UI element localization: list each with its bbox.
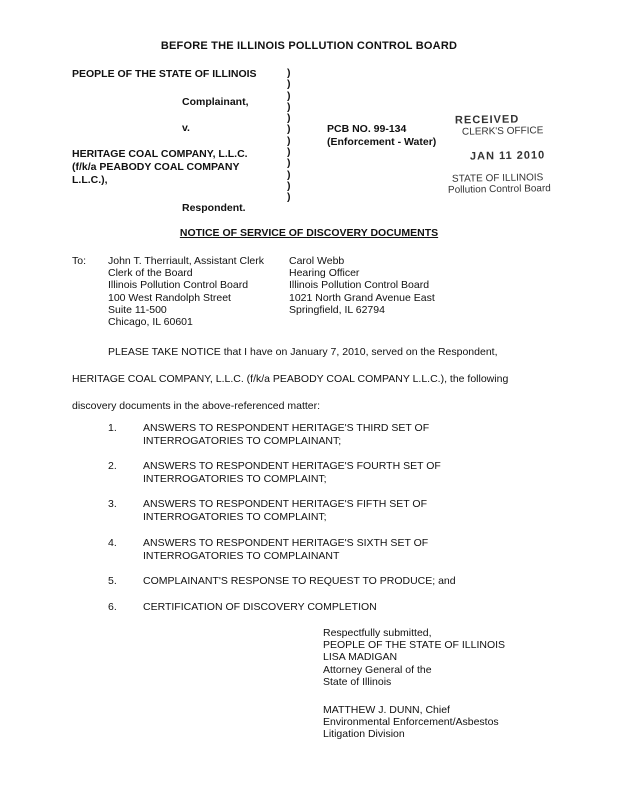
item-number: 3. bbox=[108, 498, 117, 510]
item-line: ANSWERS TO RESPONDENT HERITAGE'S FIFTH SET OF bbox=[143, 498, 427, 510]
complainant-role: Complainant, bbox=[182, 96, 249, 108]
division-name: Environmental Enforcement/Asbestos bbox=[323, 716, 499, 729]
body-line-2: HERITAGE COAL COMPANY, L.L.C. (f/k/a PEABODY COAL COMPANY L.L.C.), the following bbox=[72, 373, 509, 385]
caption-parentheses: ) ) ) ) ) ) ) ) ) ) ) ) bbox=[287, 67, 291, 204]
item-number: 5. bbox=[108, 575, 117, 587]
recipient-city: Springfield, IL 62794 bbox=[289, 303, 385, 316]
item-line: INTERROGATORIES TO COMPLAINT; bbox=[143, 510, 327, 523]
recipient-org: Illinois Pollution Control Board bbox=[289, 279, 430, 292]
item-line: CERTIFICATION OF DISCOVERY COMPLETION bbox=[143, 601, 377, 613]
attorney-general-title: State of Illinois bbox=[323, 675, 392, 688]
chief-name: MATTHEW J. DUNN, Chief bbox=[323, 704, 450, 717]
stamp-board: Pollution Control Board bbox=[447, 183, 551, 196]
recipient-street: 1021 North Grand Avenue East bbox=[289, 291, 435, 304]
recipient-title: Hearing Officer bbox=[289, 267, 360, 280]
list-item bbox=[143, 575, 456, 588]
list-item bbox=[143, 498, 427, 523]
body-line-1: PLEASE TAKE NOTICE that I have on January 7, 2010, served on the Respondent, bbox=[108, 346, 498, 358]
case-type: (Enforcement - Water) bbox=[327, 136, 437, 148]
item-line: ANSWERS TO RESPONDENT HERITAGE'S THIRD SET OF bbox=[143, 422, 430, 434]
item-number: 1. bbox=[108, 422, 117, 434]
item-number: 2. bbox=[108, 460, 117, 472]
recipient-city: Chicago, IL 60601 bbox=[108, 316, 193, 329]
respondent-former-name-end: L.L.C.), bbox=[72, 174, 108, 186]
respondent-role: Respondent. bbox=[182, 202, 246, 214]
recipient-name: Carol Webb bbox=[289, 255, 345, 267]
signature-block bbox=[323, 627, 505, 741]
closing: Respectfully submitted, bbox=[323, 627, 432, 639]
received-stamp: RECEIVED bbox=[454, 113, 520, 127]
respondent-former-name: (f/k/a PEABODY COAL COMPANY bbox=[72, 161, 240, 173]
spacer bbox=[323, 688, 505, 704]
item-line: INTERROGATORIES TO COMPLAINANT bbox=[143, 549, 340, 562]
stamp-state: STATE OF ILLINOIS bbox=[451, 172, 544, 185]
recipient-clerk bbox=[108, 255, 264, 328]
complainant-name: PEOPLE OF THE STATE OF ILLINOIS bbox=[72, 68, 257, 80]
page-title: BEFORE THE ILLINOIS POLLUTION CONTROL BOARD bbox=[160, 40, 458, 52]
list-item bbox=[143, 537, 428, 562]
attorney-general-title: Attorney General of the bbox=[323, 663, 432, 676]
body-line-3: discovery documents in the above-referenced matter: bbox=[72, 400, 321, 412]
list-item bbox=[143, 422, 429, 447]
respondent-name: HERITAGE COAL COMPANY, L.L.C. bbox=[72, 148, 248, 160]
item-line: ANSWERS TO RESPONDENT HERITAGE'S FOURTH SET OF bbox=[143, 460, 441, 472]
recipient-suite: Suite 11-500 bbox=[108, 303, 167, 316]
recipient-name: John T. Therriault, Assistant Clerk bbox=[108, 255, 265, 267]
item-line: INTERROGATORIES TO COMPLAINANT; bbox=[143, 434, 342, 447]
division-name: Litigation Division bbox=[323, 728, 405, 741]
recipient-hearing-officer bbox=[289, 255, 435, 316]
attorney-general-name: LISA MADIGAN bbox=[323, 651, 398, 664]
item-line: ANSWERS TO RESPONDENT HERITAGE'S SIXTH SET OF bbox=[143, 537, 429, 549]
notice-heading: NOTICE OF SERVICE OF DISCOVERY DOCUMENTS bbox=[179, 227, 439, 239]
versus-label: v. bbox=[182, 122, 190, 134]
to-label: To: bbox=[72, 255, 87, 267]
recipient-street: 100 West Randolph Street bbox=[108, 291, 231, 304]
case-number: PCB NO. 99-134 bbox=[327, 123, 407, 135]
item-number: 6. bbox=[108, 601, 117, 613]
list-item bbox=[143, 601, 377, 614]
item-number: 4. bbox=[108, 537, 117, 549]
clerks-office-stamp: CLERK'S OFFICE bbox=[461, 125, 544, 138]
party-name: PEOPLE OF THE STATE OF ILLINOIS bbox=[323, 639, 506, 652]
list-item bbox=[143, 460, 441, 485]
item-line: INTERROGATORIES TO COMPLAINT; bbox=[143, 472, 327, 485]
recipient-title: Clerk of the Board bbox=[108, 267, 193, 280]
recipient-org: Illinois Pollution Control Board bbox=[108, 279, 249, 292]
item-line: COMPLAINANT'S RESPONSE TO REQUEST TO PRODUCE; and bbox=[143, 575, 456, 587]
stamp-date: JAN 11 2010 bbox=[469, 149, 546, 163]
